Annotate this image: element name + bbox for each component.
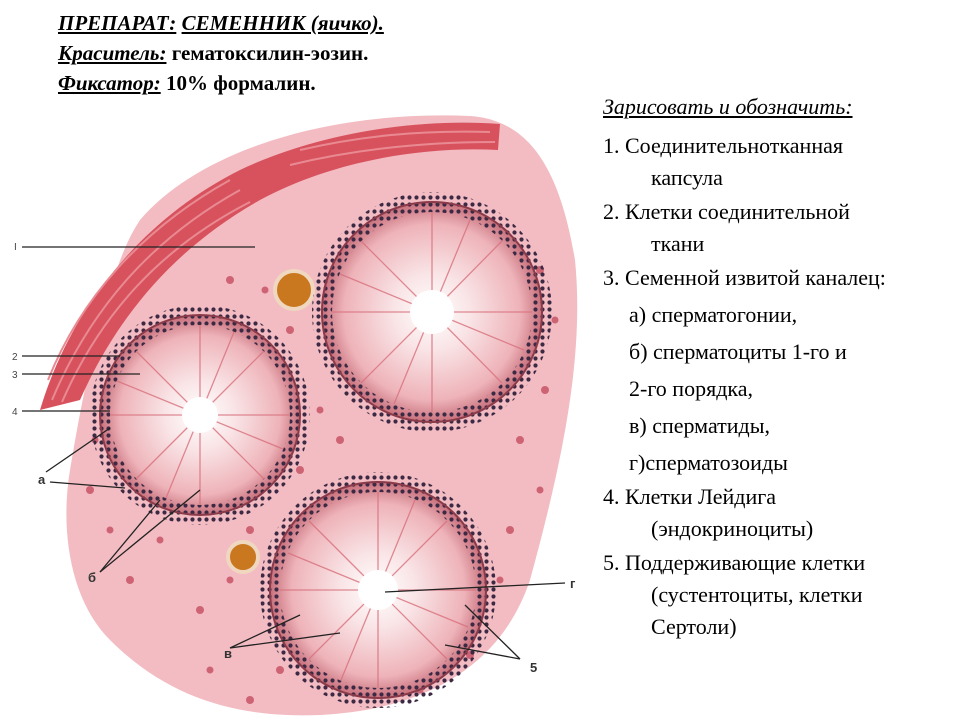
blood-vessel-bottom	[228, 542, 258, 572]
figure-label-1: I	[14, 242, 17, 253]
figure-label-a: а	[38, 472, 46, 487]
item-2-cont: ткани	[651, 231, 705, 256]
figure-label-2: 2	[12, 352, 18, 363]
figure-label-v: в	[224, 646, 232, 661]
item-5: 5. Поддерживающие клетки	[603, 550, 866, 575]
item-4: 4. Клетки Лейдига	[603, 484, 777, 509]
figure-label-3: 3	[12, 370, 18, 381]
header-line-fixative	[58, 68, 578, 98]
figure-label-b: б	[88, 570, 97, 585]
item-3v: в) сперматиды,	[629, 413, 771, 438]
preparation-header	[58, 8, 578, 98]
fixative-key: Фиксатор:	[58, 71, 161, 95]
preparation-key: ПРЕПАРАТ:	[58, 11, 177, 35]
stain-key: Краситель:	[58, 41, 167, 65]
seminiferous-tubule-left	[100, 315, 300, 515]
header-line-stain	[58, 38, 578, 68]
item-3b: б) сперматоциты 1-го и	[629, 339, 847, 364]
testis-histology-figure	[0, 110, 600, 720]
figure-label-5: 5	[530, 660, 538, 675]
blood-vessel-top	[275, 271, 313, 309]
item-3: 3. Семенной извитой каналец:	[603, 265, 886, 290]
item-2: 2. Клетки соединительной	[603, 199, 850, 224]
item-4-cont: (эндокриноциты)	[651, 516, 814, 541]
item-1: 1. Соединительнотканная	[603, 133, 843, 158]
task-title: Зарисовать и обозначить:	[603, 94, 853, 119]
preparation-value: СЕМЕННИК (яичко).	[181, 11, 384, 35]
item-1-cont: капсула	[651, 165, 723, 190]
item-3a: а) сперматогонии,	[629, 302, 798, 327]
item-3b-cont: 2-го порядка,	[629, 376, 754, 401]
fixative-value: 10% формалин.	[165, 71, 316, 95]
item-5-cont: (сустентоциты, клетки	[651, 582, 863, 607]
seminiferous-tubule-top	[322, 202, 542, 422]
header-line-preparation	[58, 8, 578, 38]
figure-label-4: 4	[12, 407, 18, 418]
item-3g: г)сперматозоиды	[629, 450, 788, 475]
seminiferous-tubule-bottom	[270, 482, 486, 698]
item-5-cont2: Сертоли)	[651, 614, 737, 639]
stain-value: гематоксилин-эозин.	[171, 41, 369, 65]
labels-list-panel	[603, 92, 953, 643]
figure-label-g: г	[570, 576, 576, 591]
